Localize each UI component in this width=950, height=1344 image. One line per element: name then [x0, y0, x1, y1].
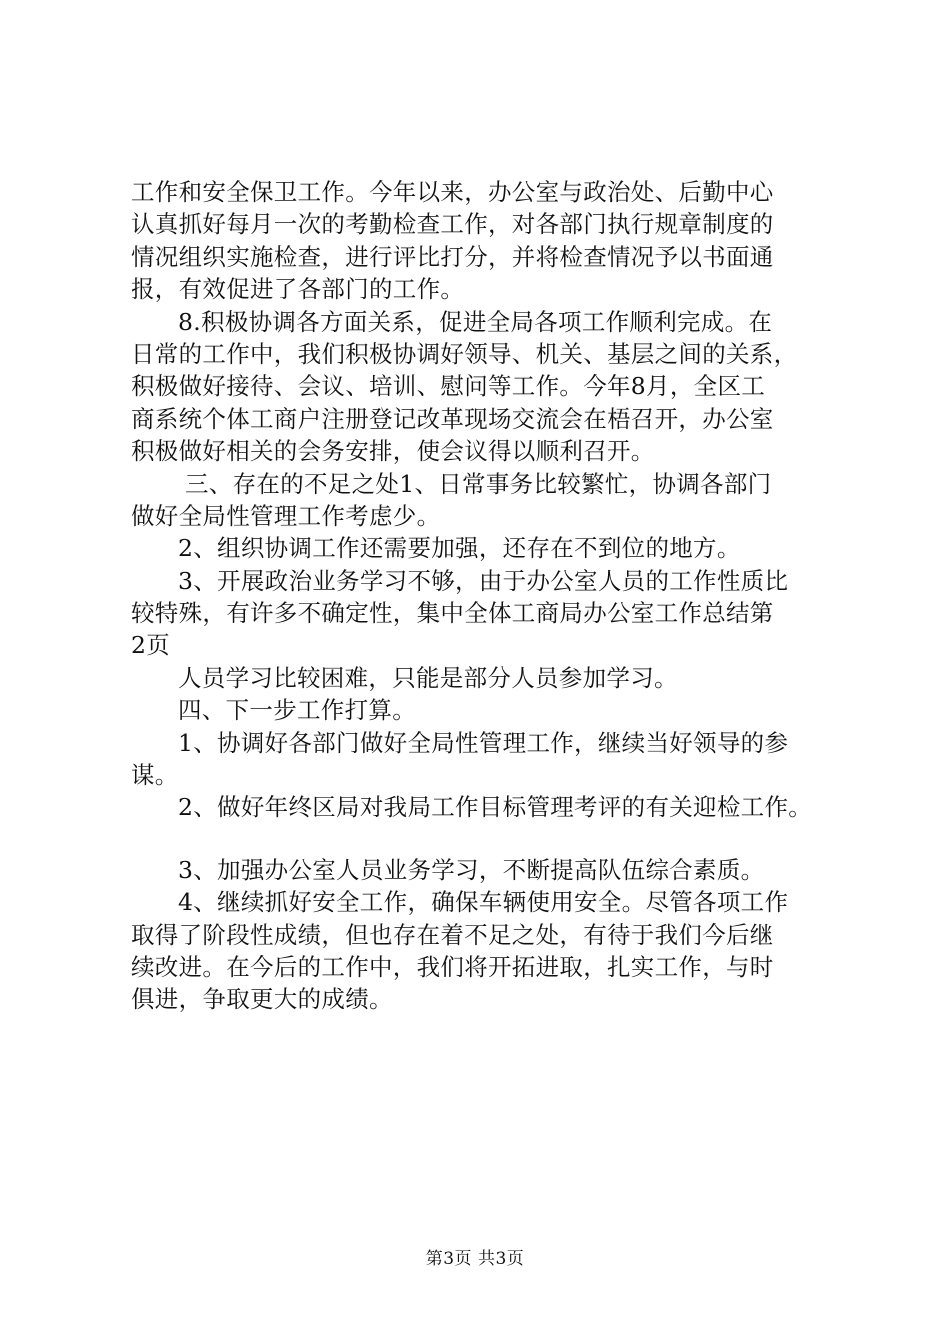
- text-line: 工作和安全保卫工作。今年以来，办公室与政治处、后勤中心: [131, 178, 774, 206]
- text-line: 俱进，争取更大的成绩。: [131, 985, 393, 1014]
- text-line: 取得了阶段性成绩，但也存在着不足之处，有待于我们今后继: [131, 920, 774, 949]
- text-line: 3、开展政治业务学习不够，由于办公室人员的工作性质比: [178, 566, 789, 595]
- text-line: 情况组织实施检查，进行评比打分，并将检查情况予以书面通: [131, 242, 774, 271]
- text-line: 1、协调好各部门做好全局性管理工作，继续当好领导的参: [178, 728, 789, 757]
- blank-line: [131, 824, 843, 854]
- page-footer: 第3页 共3页: [425, 1249, 525, 1269]
- text-line: 2、做好年终区局对我局工作目标管理考评的有关迎检工作。: [178, 793, 813, 822]
- document-body: [131, 176, 843, 1016]
- text-line: 做好全局性管理工作考虑少。: [131, 501, 441, 530]
- section-heading-line: 四、下一步工作打算。: [178, 696, 416, 725]
- text-line: 商系统个体工商户注册登记改革现场交流会在梧召开，办公室: [131, 404, 774, 433]
- text-line: 报，有效促进了各部门的工作。: [131, 275, 465, 304]
- text-line: 2页: [131, 631, 171, 660]
- text-line: 2、组织协调工作还需要加强，还存在不到位的地方。: [178, 534, 741, 563]
- text-line: 8.积极协调各方面关系，促进全局各项工作顺利完成。在: [178, 307, 773, 336]
- text-line: 4、继续抓好安全工作，确保车辆使用安全。尽管各项工作: [178, 888, 789, 917]
- text-line: 人员学习比较困难，只能是部分人员参加学习。: [178, 663, 678, 692]
- text-line: 谋。: [131, 761, 179, 790]
- section-heading-line: 三、存在的不足之处1、日常事务比较繁忙，协调各部门: [185, 469, 772, 498]
- text-line: 积极做好接待、会议、培训、慰问等工作。今年8月，全区工: [131, 372, 766, 401]
- text-line: 较特殊，有许多不确定性，集中全体工商局办公室工作总结第: [131, 599, 774, 628]
- text-line: 认真抓好每月一次的考勤检查工作，对各部门执行规章制度的: [131, 210, 774, 239]
- text-line: 续改进。在今后的工作中，我们将开拓进取，扎实工作，与时: [131, 952, 774, 981]
- text-line: 3、加强办公室人员业务学习，不断提高队伍综合素质。: [178, 855, 765, 884]
- text-line: 积极做好相关的会务安排，使会议得以顺利召开。: [131, 437, 655, 466]
- text-line: 日常的工作中，我们积极协调好领导、机关、基层之间的关系，: [131, 339, 798, 368]
